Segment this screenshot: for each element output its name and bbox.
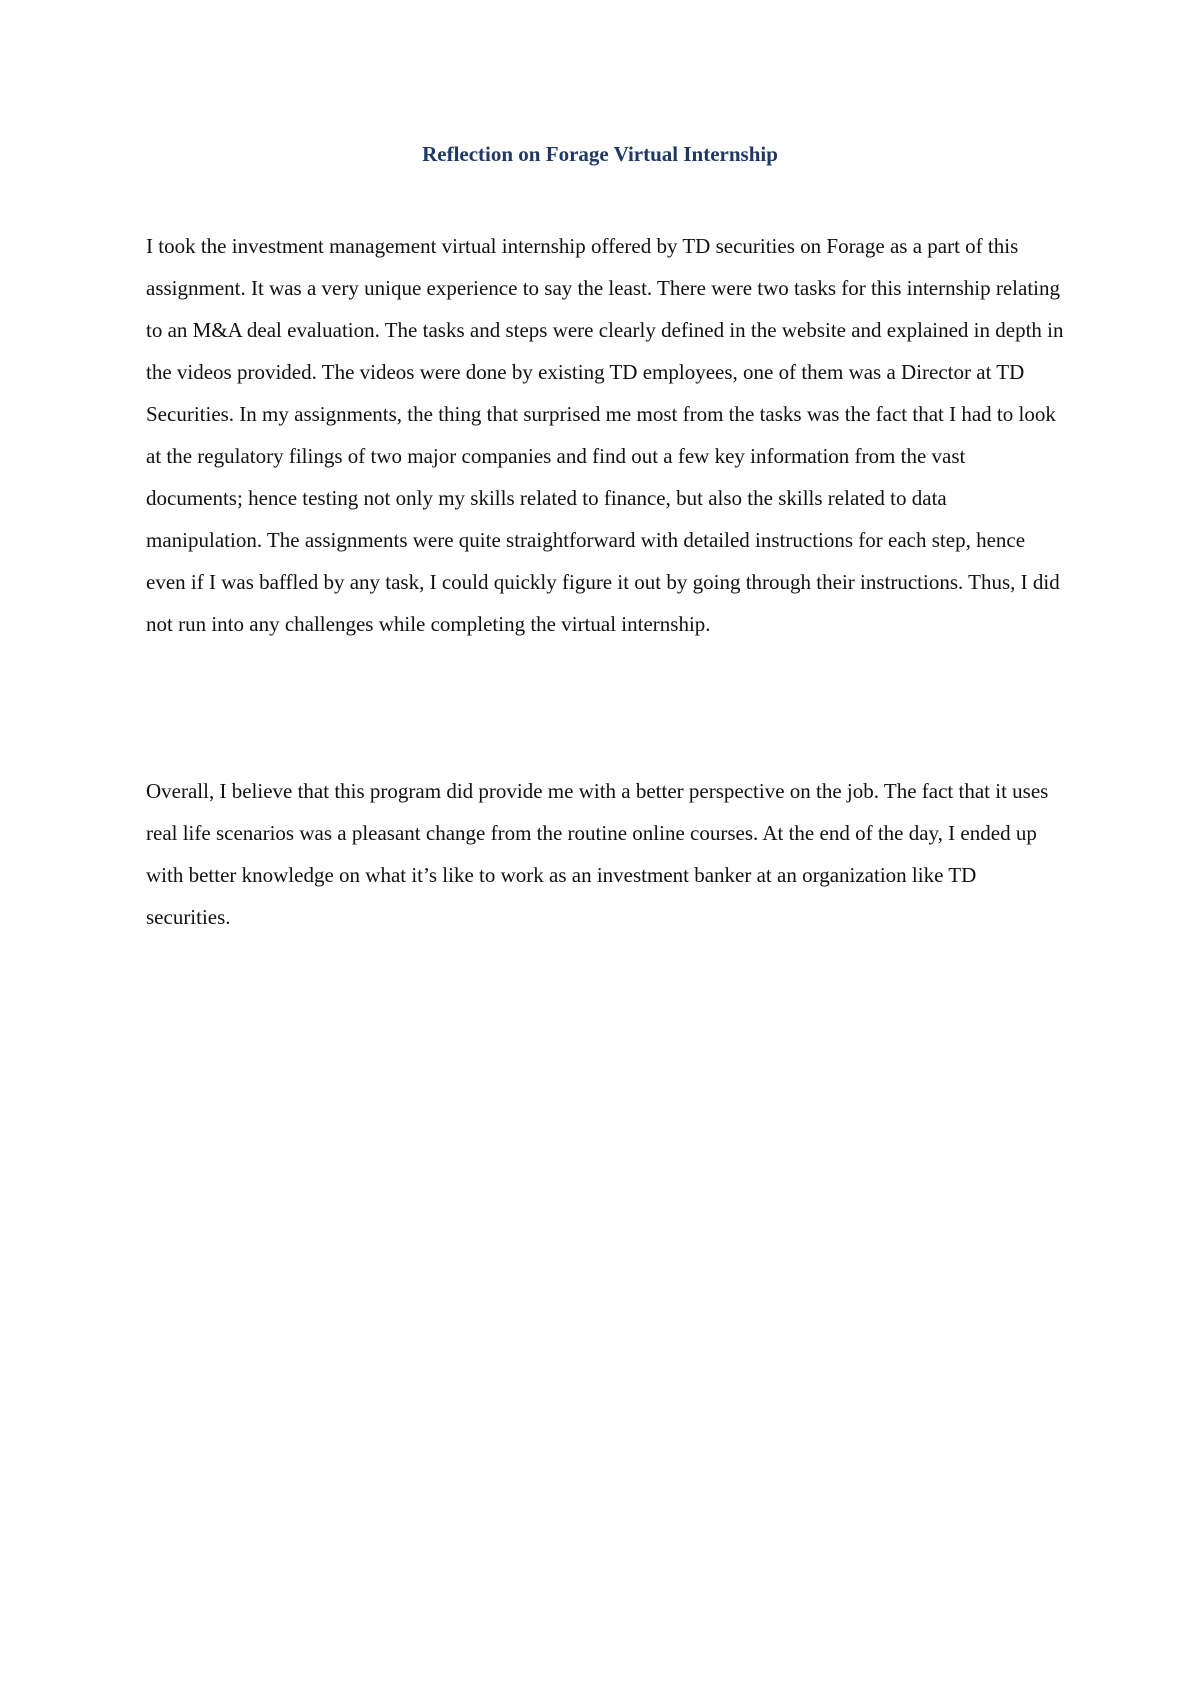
document-title: Reflection on Forage Virtual Internship [422, 142, 778, 166]
paragraph-1: I took the investment management virtual internship offered by TD securities on Forage as a part of this assignment. It was a very unique experience to say the least. There were two tasks for this internship relating to an M&A deal evaluation. The tasks and steps were clearly defined in the website and explained in depth in the videos provided. The videos were done by existing TD employees, one of them was a Director at TD Securities. In my assignments, the thing that surprised me most from the tasks was the fact that I had to look at the regulatory filings of two major companies and find out a few key information from the vast documents; hence testing not only my skills related to finance, but also the skills related to data manipulation. The assignments were quite straightforward with detailed instructions for each step, hence even if I was baffled by any task, I could quickly figure it out by going through their instructions. Thus, I did not run into any challenges while completing the virtual internship. [146, 234, 1064, 636]
paragraph-2: Overall, I believe that this program did provide me with a better perspective on the job. The fact that it uses real life scenarios was a pleasant change from the routine online courses. At the end of the day, I ended up with better knowledge on what it’s like to work as an investment banker at an organization like TD securities. [146, 779, 1049, 929]
